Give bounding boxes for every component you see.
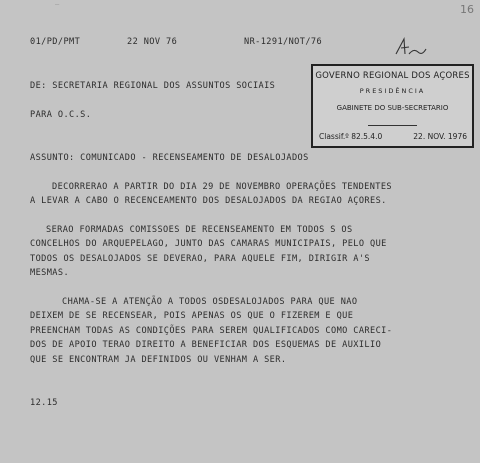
stamp-date: 22. NOV. 1976 [413, 132, 467, 141]
header-ref: 01/PD/PMT [30, 37, 81, 47]
body-line: TODOS OS DESALOJADOS SE DEVERAO, PARA AQUELE FIM, DIRIGIR A'S [30, 254, 371, 264]
subject-line: ASSUNTO: COMUNICADO - RECENSEAMENTO DE DESALOJADOS [30, 153, 309, 163]
stamp-cabinet: GABINETE DO SUB-SECRETARIO [336, 104, 449, 112]
body-line: QUE SE ENCONTRAM JA DEFINIDOS OU VENHAM A SER. [30, 355, 287, 365]
body-line: CONCELHOS DO ARQUEPELAGO, JUNTO DAS CAMARAS MUNICIPAIS, PELO QUE [30, 239, 387, 249]
header-date: 22 NOV 76 [127, 37, 178, 47]
body-line: CHAMA-SE A ATENÇÃO A TODOS OSDESALOJADOS PARA QUE NAO [62, 297, 358, 307]
body-line: PREENCHAM TODAS AS CONDIÇÕES PARA SEREM QUALIFICADOS COMO CARECI- [30, 326, 393, 336]
body-line: MESMAS. [30, 268, 70, 278]
from-line: DE: SECRETARIA REGIONAL DOS ASSUNTOS SOCIAIS [30, 81, 276, 91]
stamp-divider [368, 125, 417, 126]
stamp-presidency: PRESIDÊNCIA [359, 87, 426, 95]
stamp-government: GOVERNO REGIONAL DOS AÇORES [315, 71, 470, 81]
body-line: DECORRERAO A PARTIR DO DIA 29 DE NOVEMBRO OPERAÇÕES TENDENTES [52, 182, 393, 192]
body-line: A LEVAR A CABO O RECENCEAMENTO DOS DESALOJADOS DA REGIAO AÇORES. [30, 196, 387, 206]
body-line: DEIXEM DE SE RECENSEAR, POIS APENAS OS QUE O FIZEREM E QUE [30, 311, 354, 321]
page-number: 16 [460, 3, 474, 16]
top-mark: — [55, 0, 60, 8]
time-stamp: 12.15 [30, 398, 58, 408]
to-line: PARA O.C.S. [30, 110, 92, 120]
stamp-classification: Classif.º 82.5.4.0 [319, 132, 383, 141]
reception-stamp [311, 64, 474, 148]
handwritten-signature [392, 34, 428, 60]
body-line: DOS DE APOIO TERAO DIREITO A BENEFICIAR DOS ESQUEMAS DE AUXILIO [30, 340, 382, 350]
header-number: NR-1291/NOT/76 [244, 37, 323, 47]
body-line: SERAO FORMADAS COMISSOES DE RECENSEAMENTO EM TODOS S OS [46, 225, 353, 235]
